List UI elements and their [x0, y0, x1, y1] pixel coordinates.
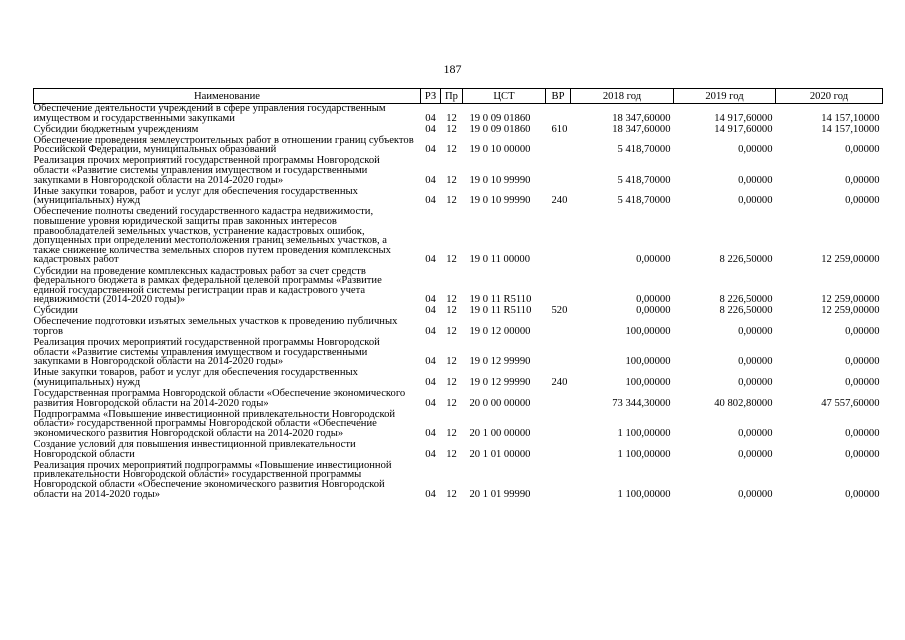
row-2020: 47 557,60000 [821, 397, 880, 409]
row-2019: 0,00000 [738, 144, 773, 156]
row-cst: 19 0 11 R5110 [469, 294, 532, 306]
row-2019: 0,00000 [738, 448, 773, 460]
row-2020: 0,00000 [845, 377, 880, 389]
row-2018: 1 100,00000 [617, 488, 671, 500]
row-2020: 0,00000 [845, 488, 880, 500]
row-pr: 12 [446, 294, 457, 306]
row-2019: 0,00000 [738, 428, 773, 439]
row-2020: 0,00000 [845, 326, 880, 338]
row-name: Обеспечение полноты сведений государственного кадастра недвижимости, повышение уровня юридической защиты прав законных интересов правообладателей земельных участков, устранение кадастровых ошибок, допущенных при определении местоположения границ земельных участков, а также снижение количества земельных споров путем проведения комплексных кадастровых работ [33, 206, 391, 266]
row-2018: 5 418,70000 [617, 174, 671, 186]
row-2020: 12 259,00000 [821, 254, 880, 266]
row-rz: 04 [425, 174, 436, 186]
table-row [34, 207, 883, 266]
table-row [34, 461, 883, 501]
row-pr: 12 [446, 174, 457, 186]
row-rz: 04 [425, 428, 436, 439]
row-rz: 04 [425, 397, 436, 409]
row-2019: 8 226,50000 [719, 305, 773, 317]
row-2020: 0,00000 [845, 356, 880, 368]
table-row [34, 440, 883, 461]
header-2019: 2019 год [674, 89, 776, 104]
table-row [34, 104, 883, 125]
row-rz: 04 [425, 488, 436, 500]
row-pr: 12 [446, 448, 457, 460]
row-2018: 73 344,30000 [612, 397, 671, 409]
row-2020: 0,00000 [845, 144, 880, 156]
row-vr [546, 104, 571, 125]
row-vr: 240 [551, 195, 568, 207]
row-cst: 20 1 01 00000 [469, 448, 531, 460]
row-cst: 19 0 09 01860 [469, 123, 531, 135]
row-2019: 0,00000 [738, 377, 773, 389]
header-vr: ВР [546, 89, 571, 104]
row-name: Обеспечение проведения землеустроительных работ в отношении границ субъектов Российской Федерации, муниципальных образований [33, 134, 414, 156]
row-name: Субсидии бюджетным учреждениям [33, 123, 199, 135]
row-2019: 8 226,50000 [719, 254, 773, 266]
row-pr: 12 [446, 305, 457, 317]
row-cst: 20 0 00 00000 [469, 397, 531, 409]
row-2018: 18 347,60000 [612, 112, 671, 124]
row-rz: 04 [425, 356, 436, 368]
row-rz: 04 [425, 112, 436, 124]
row-2020: 0,00000 [845, 195, 880, 207]
table-row [34, 317, 883, 338]
row-cst: 19 0 12 00000 [469, 326, 531, 338]
row-vr: 520 [551, 305, 568, 317]
table-row [34, 267, 883, 307]
row-pr: 12 [446, 326, 457, 338]
row-cst: 19 0 12 99990 [469, 377, 531, 389]
row-2018: 1 100,00000 [617, 428, 671, 439]
row-pr: 12 [446, 488, 457, 500]
row-2018: 5 418,70000 [617, 195, 671, 207]
header-pr: Пр [441, 89, 463, 104]
row-2019: 14 917,60000 [714, 112, 773, 124]
header-name: Наименование [34, 89, 421, 104]
row-pr: 12 [446, 428, 457, 439]
table-row [34, 368, 883, 389]
row-vr [546, 207, 571, 266]
row-vr [546, 461, 571, 501]
header-2018: 2018 год [571, 89, 674, 104]
row-name: Иные закупки товаров, работ и услуг для обеспечения государственных (муниципальных) нужд [33, 367, 358, 389]
row-2018: 1 100,00000 [617, 448, 671, 460]
row-2019: 40 802,80000 [714, 397, 773, 409]
row-cst: 20 1 01 99990 [469, 488, 531, 500]
row-name: Обеспечение деятельности учреждений в сфере управления государственным имуществом и государственными закупками [33, 103, 386, 124]
row-vr [546, 410, 571, 440]
row-pr: 12 [446, 377, 457, 389]
header-2020: 2020 год [776, 89, 883, 104]
row-name: Реализация прочих мероприятий государственной программы Новгородской области «Развитие системы управления имуществом и государственными закупками в Новгородской области на 2014-2020 годы» [33, 337, 380, 368]
row-pr: 12 [446, 195, 457, 207]
row-cst: 19 0 09 01860 [469, 112, 531, 124]
header-rz: РЗ [421, 89, 441, 104]
row-cst: 19 0 11 R5110 [469, 305, 532, 317]
row-name: Субсидии [33, 305, 78, 317]
row-vr [546, 156, 571, 186]
header-cst: ЦСТ [463, 89, 546, 104]
row-2020: 0,00000 [845, 428, 880, 439]
row-vr: 240 [551, 377, 568, 389]
row-name: Субсидии на проведение комплексных кадастровых работ за счет средств федерального бюджета в рамках федеральной целевой программы «Развитие единой государственной системы регистрации прав и кадастрового учета недвижимости (2014-2020 годы)» [33, 265, 382, 306]
row-2019: 14 917,60000 [714, 123, 773, 135]
row-rz: 04 [425, 144, 436, 156]
row-2018: 100,00000 [625, 377, 671, 389]
row-vr [546, 440, 571, 461]
row-vr: 610 [551, 123, 568, 135]
row-cst: 19 0 10 99990 [469, 174, 531, 186]
row-2020: 0,00000 [845, 448, 880, 460]
row-2019: 8 226,50000 [719, 294, 773, 306]
row-rz: 04 [425, 326, 436, 338]
table-row [34, 136, 883, 157]
row-2018: 5 418,70000 [617, 144, 671, 156]
row-2018: 100,00000 [625, 356, 671, 368]
row-2020: 12 259,00000 [821, 305, 880, 317]
row-2019: 0,00000 [738, 356, 773, 368]
row-2020: 14 157,10000 [821, 123, 880, 135]
row-name: Иные закупки товаров, работ и услуг для обеспечения государственных (муниципальных) нужд [33, 185, 358, 207]
row-pr: 12 [446, 123, 457, 135]
row-rz: 04 [425, 305, 436, 317]
page-number: 187 [443, 62, 462, 76]
row-rz: 04 [425, 448, 436, 460]
row-pr: 12 [446, 254, 457, 266]
row-rz: 04 [425, 377, 436, 389]
row-vr [546, 267, 571, 307]
row-pr: 12 [446, 397, 457, 409]
row-rz: 04 [425, 294, 436, 306]
row-2018: 0,00000 [636, 294, 671, 306]
row-cst: 19 0 10 00000 [469, 144, 531, 156]
row-cst: 19 0 10 99990 [469, 195, 531, 207]
row-2018: 0,00000 [636, 305, 671, 317]
row-name: Государственная программа Новгородской области «Обеспечение экономического развития Новгородской области на 2014-2020 годы» [33, 388, 406, 409]
table-row [34, 187, 883, 208]
row-2020: 14 157,10000 [821, 112, 880, 124]
row-2019: 0,00000 [738, 326, 773, 338]
row-2020: 12 259,00000 [821, 294, 880, 306]
row-pr: 12 [446, 112, 457, 124]
row-cst: 20 1 00 00000 [469, 428, 531, 439]
row-2018: 100,00000 [625, 326, 671, 338]
table-header-row [34, 89, 883, 104]
row-rz: 04 [425, 254, 436, 266]
row-name: Подпрограмма «Повышение инвестиционной привлекательности Новгородской области» государственной программы Новгородской области «Обеспечение экономического развития Новгородской области на 2014-2020 годы» [33, 408, 396, 439]
row-rz: 04 [425, 195, 436, 207]
row-vr [546, 136, 571, 157]
row-name: Обеспечение подготовки изъятых земельных участков к проведению публичных торгов [33, 316, 398, 338]
row-cst: 19 0 12 99990 [469, 356, 531, 368]
row-2019: 0,00000 [738, 488, 773, 500]
row-rz: 04 [425, 123, 436, 135]
row-2019: 0,00000 [738, 195, 773, 207]
row-pr: 12 [446, 356, 457, 368]
row-2020: 0,00000 [845, 174, 880, 186]
row-vr [546, 338, 571, 368]
row-vr [546, 317, 571, 338]
row-vr [546, 389, 571, 410]
table-row [34, 389, 883, 410]
row-2019: 0,00000 [738, 174, 773, 186]
row-name: Реализация прочих мероприятий подпрограммы «Повышение инвестиционной привлекательности Новгородской области» государственной программы Новгородской области «Обеспечение экономического развития Новгородской области на 2014-2020 годы» [33, 459, 392, 500]
budget-table [33, 88, 883, 501]
row-pr: 12 [446, 144, 457, 156]
row-2018: 18 347,60000 [612, 123, 671, 135]
table-row [34, 156, 883, 186]
row-cst: 19 0 11 00000 [469, 254, 531, 266]
row-name: Реализация прочих мероприятий государственной программы Новгородской области «Развитие системы управления имуществом и государственными закупками в Новгородской области на 2014-2020 годы» [33, 155, 380, 186]
table-row [34, 410, 883, 440]
table-row [34, 338, 883, 368]
row-2018: 0,00000 [636, 254, 671, 266]
row-name: Создание условий для повышения инвестиционной привлекательности Новгородской области [33, 439, 356, 460]
